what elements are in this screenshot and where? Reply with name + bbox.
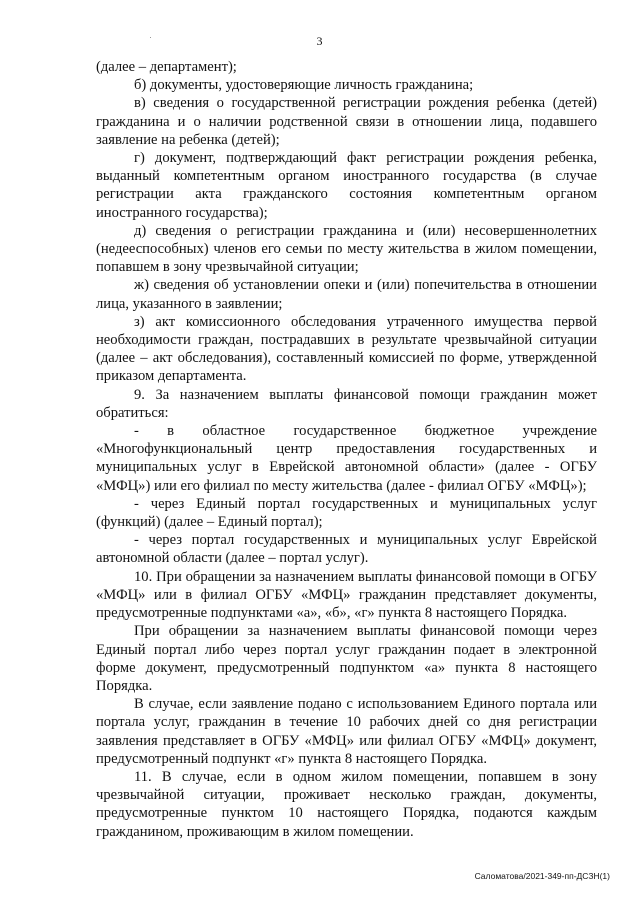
page-number: 3 — [316, 34, 323, 48]
paragraph-option-mfc: - в областное государственное бюджетное учреждение «Многофункциональный центр предоставления государственных и муниципальных услуг в Еврейской автономной области» (далее - ОГБУ «МФЦ») или его филиал по месту жительства (далее - филиал ОГБУ «МФЦ»); — [96, 423, 597, 494]
paragraph-item-g: г) документ, подтверждающий факт регистрации рождения ребенка, выданный компетентным органом иностранного государства (в случае регистрации акта гражданского состояния компетентным органом иностранного государства); — [96, 150, 597, 221]
paragraph-item-d: д) сведения о регистрации гражданина и (или) несовершеннолетних (недееспособных) членов его семьи по месту жительства в жилом помещении, попавшем в зону чрезвычайной ситуации; — [96, 222, 597, 276]
paragraph-item-v: в) сведения о государственной регистрации рождения ребенка (детей) гражданина и о наличии родственной связи в отношении лица, подавшего заявление на ребенка (детей); — [96, 95, 597, 148]
paragraph-section-11: 11. В случае, если в одном жилом помещении, попавшем в зону чрезвычайной ситуации, проживает несколько граждан, документы, предусмотренные пунктом 10 настоящего Порядка, подаются каждым гражданином, проживающим в жилом помещении. — [96, 768, 597, 840]
paragraph-item-b: б) документы, удостоверяющие личность гражданина; — [134, 77, 474, 94]
paragraph-item-z: з) акт комиссионного обследования утраченного имущества первой необходимости граждан, пострадавших в результате чрезвычайной ситуации (далее – акт обследования), составленный комиссией по форме, утвержденной приказом департамента. — [96, 313, 597, 385]
paragraph-section-10: 10. При обращении за назначением выплаты финансовой помощи в ОГБУ «МФЦ» или в филиал ОГБУ «МФЦ» гражданин представляет документы, предусмотренные подпунктами «а», «б», «г» пункта 8 настоящего Порядка. — [96, 568, 597, 622]
footer-reference: Саломатова/2021-349-пп-ДСЗН(1) — [474, 871, 610, 881]
paragraph-option-unified-portal: - через Единый портал государственных и муниципальных услуг (функций) (далее – Единый портал); — [96, 495, 597, 531]
paragraph-section-10-followup: В случае, если заявление подано с использованием Единого портала или портала услуг, гражданин в течение 10 рабочих дней со дня регистрации заявления представляет в ОГБУ «МФЦ» или филиал ОГБУ «МФЦ» документ, предусмотренный подпункт «г» пункта 8 настоящего Порядка. — [96, 696, 597, 767]
paragraph-item-zh: ж) сведения об установлении опеки и (или) попечительства в отношении лица, указанного в заявлении; — [96, 277, 597, 312]
paragraph-section-10-electronic: При обращении за назначением выплаты финансовой помощи через Единый портал либо через портал услуг гражданин подает в электронной форме документ, предусмотренный подпунктом «а» пункта 8 настоящего Порядка. — [96, 623, 597, 694]
paragraph-department-note: (далее – департамент); — [96, 59, 237, 75]
paragraph-section-9: 9. За назначением выплаты финансовой помощи гражданин может обратиться: — [96, 386, 597, 421]
document-body — [96, 58, 597, 841]
paragraph-option-regional-portal: - через портал государственных и муниципальных услуг Еврейской автономной области (далее – портал услуг). — [96, 532, 597, 567]
